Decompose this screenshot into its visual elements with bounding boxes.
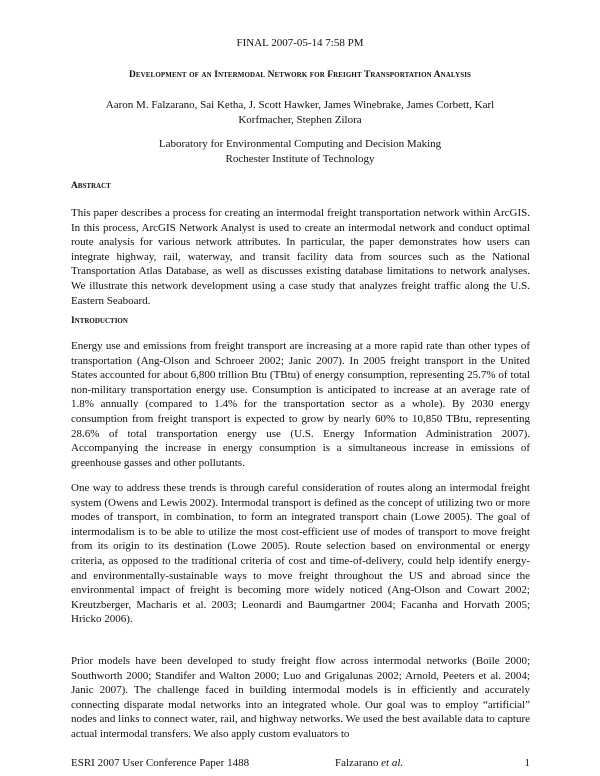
abstract-heading: Abstract xyxy=(71,181,111,191)
affiliation-line-1: Laboratory for Environmental Computing and Decision Making xyxy=(158,138,442,150)
affiliation xyxy=(80,137,520,167)
intro-paragraph-3: Prior models have been developed to study freight flow across intermodal networks (Boile 2000; Southworth 2000; Standifer and Walton 2000; Luo and Grigalunas 2002; Arnold, Peeters et al. 2004; Janic 2007). The challenge faced in building intermodal models is in efficiently and accurately connecting disparate modal networks into an integrated whole. Our goal was to employ “artificial” nodes and links to connect water, rail, and highway networks. We used the best available data to capture actual intermodal transfers. We also apply custom evaluators to xyxy=(71,655,530,740)
page-number: 1 xyxy=(524,757,530,769)
abstract-text: This paper describes a process for creating an intermodal freight transportation network within ArcGIS. In this process, ArcGIS Network Analyst is used to create an intermodal network and conduct optimal route analysis for various network attributes. In particular, the paper demonstrates how users can integrate highway, rail, waterway, and transit facility data from sources such as the National Transportation Atlas Database, as well as discusses existing database limitations to network analyses. We illustrate this network development using a case study that analyzes freight traffic along the U.S. Eastern Seaboard. xyxy=(71,207,530,307)
intro-paragraph-2: One way to address these trends is through careful consideration of routes along an intermodal freight system (Owens and Lewis 2002). Intermodal transport is defined as the concept of utilizing two or more modes of transport, in combination, to form an integrated transport chain (Lowe 2005). The goal of intermodalism is to be able to utilize the most cost-efficient use of modes of transport to move freight from its origin to its destination (Lowe 2005). Route selection based on environmental or energy criteria, as opposed to the traditional criteria of cost and time-of-delivery, could help identify energy- and environmentally-sustainable ways to move freight throughout the US and abroad since the environmental impact of freight is becoming more widely noticed (Ang-Olson and Cowart 2002; Kreutzberger, Macharis et al. 2003; Leonardi and Baumgartner 2004; Facanha and Horvath 2005; Hricko 2006). xyxy=(71,482,530,626)
paper-title: Development of an Intermodal Network for Freight Transportation Analysis xyxy=(128,70,472,80)
introduction-heading: Introduction xyxy=(71,316,128,326)
footer-conference: ESRI 2007 User Conference Paper 1488 xyxy=(71,757,250,769)
author-list: Aaron M. Falzarano, Sai Ketha, J. Scott Hawker, James Winebrake, James Corbett, Karl Korfmacher, Stephen Zilora xyxy=(105,99,495,126)
footer-authors xyxy=(335,757,403,769)
affiliation-line-2: Rochester Institute of Technology xyxy=(225,153,375,165)
page-footer xyxy=(71,757,530,771)
footer-author-name: Falzarano xyxy=(335,757,379,769)
footer-et-al: et al. xyxy=(381,757,404,769)
running-header: FINAL 2007-05-14 7:58 PM xyxy=(236,37,364,49)
intro-paragraph-1: Energy use and emissions from freight transport are increasing at a more rapid rate than other types of transportation (Ang-Olson and Schroeer 2002; Janic 2007). In 2005 freight transport in the United States accounted for about 6,800 trillion Btu (TBtu) of energy consumption, representing 25.7% of total non-military transportation energy use. Consumption is anticipated to increase at an average rate of 1.8% annually (compared to 1.4% for the transportation sector as a whole). By 2030 energy consumption from freight transport is expected to grow by nearly 60% to 10,850 TBtu, representing 28.6% of total transportation energy use (U.S. Energy Information Administration 2007). Accompanying the increase in energy consumption is a simultaneous increase in emissions of greenhouse gasses and other pollutants. xyxy=(71,340,530,469)
